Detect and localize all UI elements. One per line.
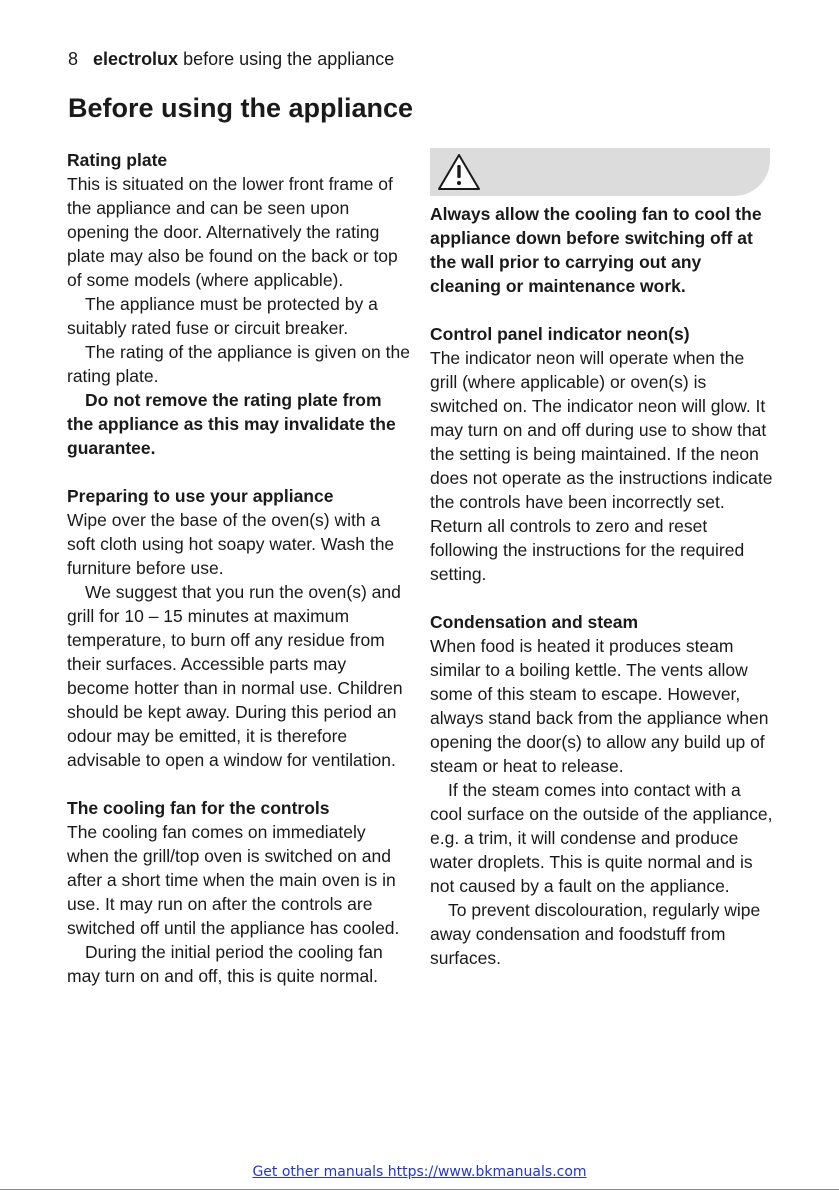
page-title: Before using the appliance: [68, 93, 414, 123]
condense-paragraph: If the steam comes into contact with a cool surface on the outside of the appliance, e.g. a trim, it will condense and produce water droplets. This is quite normal and is not caused by a fault on the appliance.: [430, 780, 773, 896]
indicator-neon-paragraph: The indicator neon will operate when the grill (where applicable) or oven(s) is switched on. The indicator neon will glow. It may turn on and off during use to show that the setting is being maintained. If the neon does not operate as the instructions indicate the controls have been incorrectly set. Return all controls to zero and reset following the instructions for the required setting.: [430, 348, 773, 584]
cooling-fan-heading: The cooling fan for the controls: [67, 798, 330, 818]
condensation-heading: Condensation and steam: [430, 612, 639, 632]
rating-given-paragraph: The rating of the appliance is given on the rating plate.: [67, 342, 410, 386]
brand-name: electrolux: [93, 49, 179, 69]
warning-triangle-icon: [436, 152, 482, 192]
condensation-paragraph: When food is heated it produces steam similar to a boiling kettle. The vents allow some of this steam to escape. However, always stand back from the appliance when opening the door(s) to allow any build up of steam or heat to release.: [430, 636, 769, 776]
preparing-heading: Preparing to use your appliance: [67, 486, 334, 506]
preparing-paragraph: Wipe over the base of the oven(s) with a soft cloth using hot soapy water. Wash the furniture before use.: [67, 510, 395, 578]
burn-off-paragraph: We suggest that you run the oven(s) and grill for 10 – 15 minutes at maximum temperature, to burn off any residue from their surfaces. Accessible parts may become hotter than in normal use. Children should be kept away. During this period an odour may be emitted, it is therefore advisable to open a window for ventilation.: [67, 582, 403, 770]
cooling-fan-paragraph: The cooling fan comes on immediately when the grill/top oven is switched on and after a short time when the main oven is in use. It may run on after the controls are switched off until the appliance has cooled.: [67, 822, 400, 938]
rating-plate-paragraph: This is situated on the lower front frame of the appliance and can be seen upon opening the door. Alternatively the rating plate may also be found on the back or top of some models (where applicable).: [67, 174, 398, 290]
page-number: 8: [68, 49, 79, 69]
warning-text: Always allow the cooling fan to cool the appliance down before switching off at the wall prior to carrying out any cleaning or maintenance work.: [430, 204, 762, 296]
section-name: before using the appliance: [183, 49, 395, 69]
bottom-rule: [0, 1189, 839, 1190]
left-column: [67, 148, 411, 988]
discolouration-paragraph: To prevent discolouration, regularly wipe away condensation and foodstuff from surfaces.: [430, 900, 761, 968]
page-header: [68, 48, 394, 70]
indicator-neon-heading: Control panel indicator neon(s): [430, 324, 690, 344]
warning-banner: [430, 148, 770, 196]
rating-plate-warning: Do not remove the rating plate from the appliance as this may invalidate the guarantee.: [67, 390, 396, 458]
manuals-link[interactable]: Get other manuals https://www.bkmanuals.com: [252, 1164, 587, 1180]
cooling-fan-normal-paragraph: During the initial period the cooling fan may turn on and off, this is quite normal.: [67, 942, 383, 986]
right-column: [430, 148, 775, 970]
fuse-paragraph: The appliance must be protected by a suitably rated fuse or circuit breaker.: [67, 294, 378, 338]
rating-plate-heading: Rating plate: [67, 150, 168, 170]
